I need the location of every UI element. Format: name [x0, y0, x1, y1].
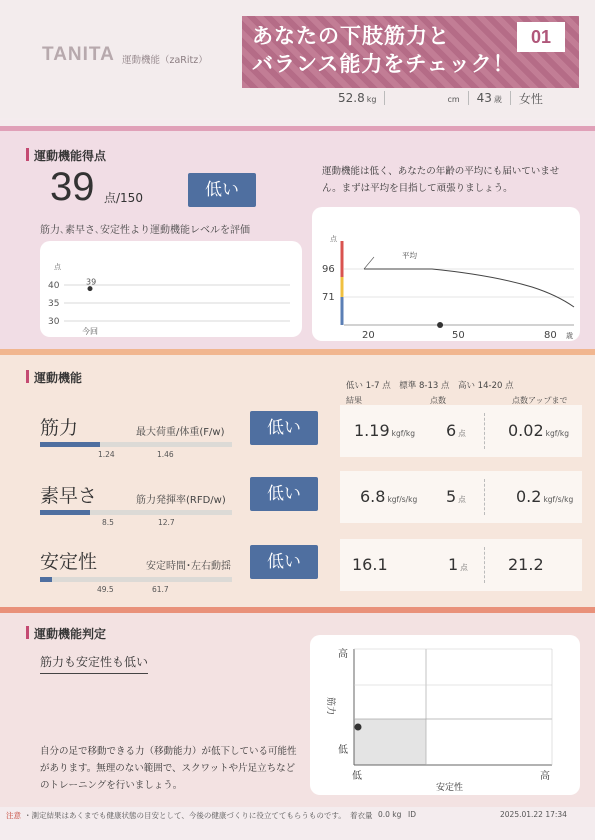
weight-value: 52.8 — [338, 91, 365, 105]
history-chart — [40, 241, 302, 337]
weight-unit: kg — [366, 95, 377, 104]
note-text: ・測定結果はあくまでも健康状態の目安として、今後の健康づくりに役立ててもらうものです。 — [24, 811, 346, 820]
score-level-badge: 低い — [188, 173, 256, 207]
speed-up-value: 0.2 — [516, 487, 542, 506]
speed-name: 素早さ — [40, 485, 98, 507]
speed-points — [446, 487, 466, 506]
stability-bar-fill — [40, 577, 52, 582]
history-ytick: 30 — [48, 317, 60, 327]
age-unit: 歳 — [493, 95, 502, 104]
speed-tick-low: 8.5 — [102, 518, 114, 527]
sex-value: 女性 — [518, 91, 543, 106]
strength-up-value: 0.02 — [508, 421, 544, 440]
stability-bar — [40, 577, 232, 582]
logo-subtitle: 運動機能（zaRitz） — [122, 55, 208, 66]
clothes-value: 0.0 kg — [378, 810, 402, 819]
strength-tick-low: 1.24 — [98, 450, 115, 459]
score-section-title: 運動機能得点 — [34, 149, 107, 163]
function-section-title: 運動機能 — [34, 371, 83, 385]
brand-logo: TANITA — [42, 44, 115, 65]
stability-name: 安定性 — [40, 551, 98, 573]
speed-points-value: 5 — [446, 487, 457, 506]
strength-level-badge: 低い — [250, 411, 318, 445]
age-chart-y-unit: 点 — [330, 235, 337, 243]
strength-label: 最大荷重/体重(F/w) — [136, 427, 225, 438]
stability-up — [508, 555, 544, 574]
speed-up — [516, 487, 573, 506]
speed-up-unit: kgf/s/kg — [543, 495, 574, 504]
stability-tick-high: 61.7 — [152, 585, 169, 594]
age-marker — [437, 322, 443, 328]
height-stat — [385, 91, 468, 105]
speed-label: 筋力発揮率(RFD/w) — [136, 495, 226, 506]
strength-up-unit: kgf/kg — [545, 429, 570, 438]
quad-y-high: 高 — [338, 649, 348, 660]
stability-points-unit: 点 — [460, 563, 468, 572]
date-time: 2025.01.22 17:34 — [500, 810, 567, 819]
height-unit: cm — [447, 95, 460, 104]
avg-label: 平均 — [402, 251, 417, 260]
strength-up — [508, 421, 569, 440]
score-value: 39 — [50, 165, 95, 209]
quadrant-zone-low — [354, 719, 426, 765]
quad-x-high: 高 — [540, 771, 550, 782]
speed-result-unit: kgf/s/kg — [387, 495, 418, 504]
score-section — [0, 131, 595, 349]
history-chart-card — [40, 241, 302, 337]
clothes-label: 着衣量 — [350, 811, 373, 820]
age-stat — [469, 91, 511, 105]
average-curve — [364, 269, 574, 307]
quadrant-point — [355, 724, 362, 731]
quadrant-chart — [310, 635, 580, 795]
function-section — [0, 355, 595, 607]
history-ytick: 35 — [48, 299, 60, 309]
strength-result-unit: kgf/kg — [391, 429, 416, 438]
stability-label: 安定時間･左右動揺 — [146, 561, 231, 572]
strength-bar-fill — [40, 442, 100, 447]
weight-stat — [330, 91, 385, 105]
quad-x-low: 低 — [352, 771, 362, 782]
quad-x-label: 安定性 — [436, 783, 464, 793]
id-label: ID — [408, 810, 416, 819]
strength-result-value: 1.19 — [354, 421, 390, 440]
judgement-section — [0, 613, 595, 807]
title-banner — [242, 16, 579, 88]
age-chart-xtick: 20 — [362, 330, 375, 341]
speed-level-badge: 低い — [250, 477, 318, 511]
banner-title-line2: バランス能力をチェック！ — [252, 52, 515, 76]
strength-points-unit: 点 — [458, 429, 466, 438]
speed-tick-high: 12.7 — [158, 518, 175, 527]
strength-points — [446, 421, 466, 440]
age-chart-xtick: 50 — [452, 330, 465, 341]
score-unit: 点/150 — [104, 191, 143, 205]
age-chart-ytick: 96 — [322, 264, 335, 275]
footer — [0, 807, 595, 840]
judgement-result: 筋力も安定性も低い — [40, 653, 148, 674]
quadrant-chart-card — [310, 635, 580, 795]
col-points: 点数 — [430, 396, 446, 405]
age-chart-ytick: 71 — [322, 292, 335, 303]
result-separator — [484, 479, 485, 515]
speed-result-value: 6.8 — [360, 487, 386, 506]
col-up: 点数アップまで — [512, 396, 568, 405]
speed-result-panel — [340, 471, 582, 523]
history-x-label: 今回 — [82, 327, 98, 336]
quad-y-label: 筋力 — [325, 697, 335, 716]
note-label: 注意 — [6, 811, 21, 820]
col-result: 結果 — [346, 396, 362, 405]
stability-result-value: 16.1 — [352, 555, 388, 574]
judgement-description: 自分の足で移動できる力（移動能力）が低下している可能性があります。無理のない範囲で、スクワットや片足立ちなどのトレーニングを行いましょう。 — [40, 746, 297, 791]
score-legend: 低い 1-7 点 標準 8-13 点 高い 14-20 点 — [346, 381, 514, 391]
result-separator — [484, 547, 485, 583]
speed-result — [360, 487, 417, 506]
speed-bar — [40, 510, 232, 515]
result-separator — [484, 413, 485, 449]
score-message: 運動機能は低く、あなたの年齢の平均にも届いていません。まずは平均を目指して頑張りましょう。 — [322, 166, 560, 194]
strength-result — [354, 421, 415, 440]
stability-result-panel — [340, 539, 582, 591]
strength-name: 筋力 — [40, 417, 79, 439]
banner-title-line1: あなたの下肢筋力と — [252, 24, 450, 48]
avg-pointer — [364, 257, 374, 269]
sex-stat — [511, 90, 551, 107]
history-ytick: 40 — [48, 281, 60, 291]
age-chart-card — [312, 207, 580, 341]
profile-stats — [330, 88, 551, 108]
stability-tick-low: 49.5 — [97, 585, 114, 594]
strength-points-value: 6 — [446, 421, 457, 440]
page-number: 01 — [517, 22, 565, 52]
history-point — [88, 286, 93, 291]
quad-y-low: 低 — [338, 745, 348, 756]
age-chart — [312, 207, 580, 341]
stability-up-value: 21.2 — [508, 555, 544, 574]
speed-points-unit: 点 — [458, 495, 466, 504]
stability-level-badge: 低い — [250, 545, 318, 579]
stability-points — [448, 555, 468, 574]
history-point-label: 39 — [86, 277, 97, 287]
strength-bar — [40, 442, 232, 447]
stability-points-value: 1 — [448, 555, 459, 574]
age-chart-xtick: 80 — [544, 330, 557, 341]
judgement-section-title: 運動機能判定 — [34, 627, 107, 641]
strength-result-panel — [340, 405, 582, 457]
age-chart-x-unit: 歳 — [566, 332, 573, 340]
strength-tick-high: 1.46 — [157, 450, 174, 459]
speed-bar-fill — [40, 510, 90, 515]
score-eval-text: 筋力､素早さ､安定性より運動機能レベルを評価 — [40, 225, 250, 236]
header — [0, 0, 595, 118]
age-value: 43 — [476, 91, 492, 105]
history-y-unit: 点 — [54, 263, 61, 271]
stability-result — [352, 555, 388, 574]
banner-title — [252, 22, 515, 78]
